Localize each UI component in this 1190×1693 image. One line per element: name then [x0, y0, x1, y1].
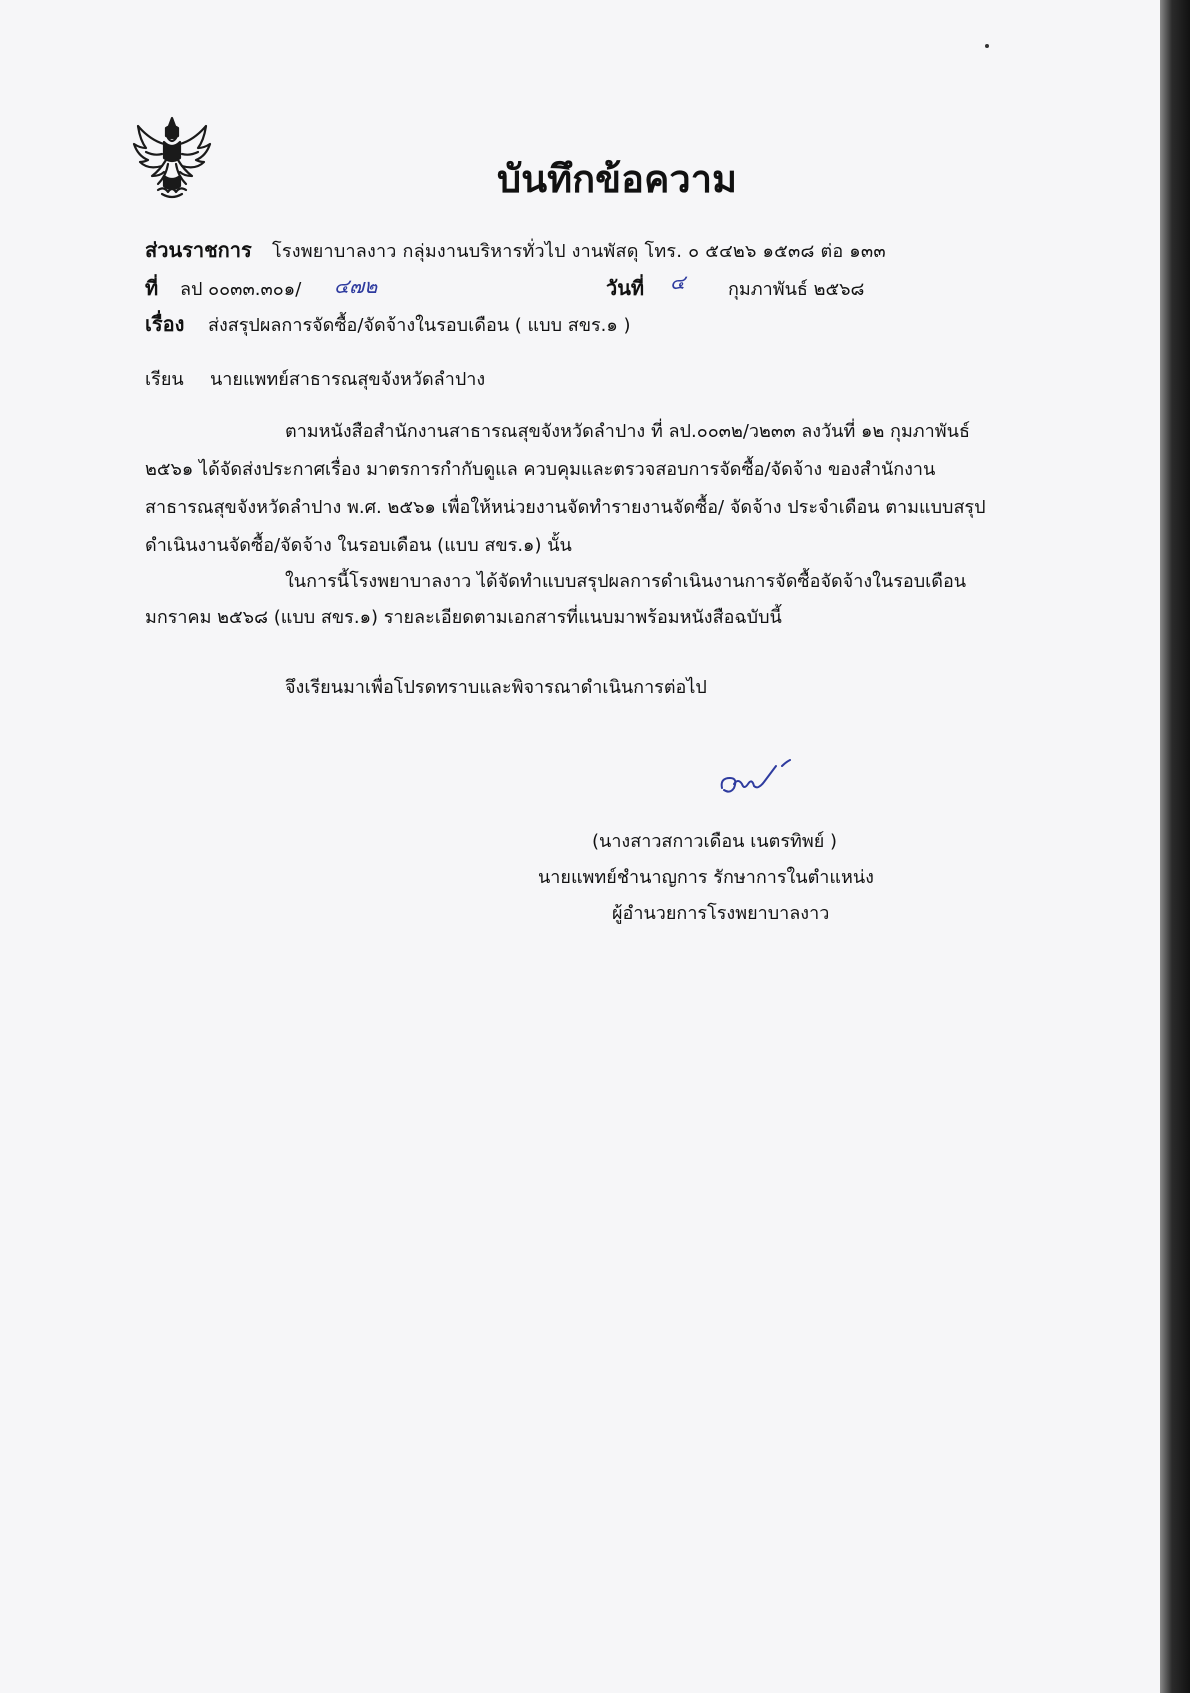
garuda-emblem-icon: [128, 112, 216, 202]
date-value: กุมภาพันธ์ ๒๕๖๘: [728, 279, 865, 300]
handwritten-signature: [712, 752, 804, 806]
department-label: ส่วนราชการ: [145, 238, 252, 262]
subject-label: เรื่อง: [145, 312, 185, 336]
date-label: วันที่: [606, 276, 645, 300]
body-line: ตามหนังสือสำนักงานสาธารณสุขจังหวัดลำปาง ที่ ลป.๐๐๓๒/ว๒๓๓ ลงวันที่ ๑๒ กุมภาพันธ์: [285, 421, 970, 442]
signer-position-line-1: นายแพทย์ชำนาญการ รักษาการในตำแหน่ง: [538, 867, 874, 888]
to-value: นายแพทย์สาธารณสุขจังหวัดลำปาง: [210, 369, 486, 390]
closing-text: จึงเรียนมาเพื่อโปรดทราบและพิจารณาดำเนินการต่อไป: [285, 677, 707, 698]
scan-border: [1160, 0, 1190, 1693]
body-line: มกราคม ๒๕๖๘ (แบบ สขร.๑) รายละเอียดตามเอกสารที่แนบมาพร้อมหนังสือฉบับนี้: [145, 607, 782, 628]
signer-name: (นางสาวสกาวเดือน เนตรทิพย์ ): [592, 831, 838, 852]
body-line: ในการนี้โรงพยาบาลงาว ได้จัดทำแบบสรุปผลการดำเนินงานการจัดซื้อจัดจ้างในรอบเดือน: [285, 571, 967, 592]
date-handwritten-day: ๔: [670, 270, 686, 294]
document-title: บันทึกข้อความ: [497, 157, 738, 201]
subject-value: ส่งสรุปผลการจัดซื้อ/จัดจ้างในรอบเดือน ( แบบ สขร.๑ ): [208, 315, 631, 336]
department-value: โรงพยาบาลงาว กลุ่มงานบริหารทั่วไป งานพัสดุ โทร. ๐ ๕๔๒๖ ๑๕๓๘ ต่อ ๑๓๓: [272, 241, 886, 262]
body-line: ดำเนินงานจัดซื้อ/จัดจ้าง ในรอบเดือน (แบบ สขร.๑) นั้น: [145, 535, 572, 556]
body-line: สาธารณสุขจังหวัดลำปาง พ.ศ. ๒๕๖๑ เพื่อให้หน่วยงานจัดทำรายงานจัดซื้อ/ จัดจ้าง ประจำเดือน ตามแบบสรุป: [145, 497, 986, 518]
signer-position-line-2: ผู้อำนวยการโรงพยาบาลงาว: [612, 903, 830, 924]
scan-speck: [985, 44, 989, 48]
to-label: เรียน: [145, 369, 184, 390]
ref-label: ที่: [145, 276, 159, 300]
ref-number: ลป ๐๐๓๓.๓๐๑/: [180, 279, 302, 300]
ref-handwritten-number: ๔๗๒: [334, 274, 378, 298]
body-line: ๒๕๖๑ ได้จัดส่งประกาศเรื่อง มาตรการกำกับดูแล ควบคุมและตรวจสอบการจัดซื้อ/จัดจ้าง ของสำนักงาน: [145, 459, 936, 480]
